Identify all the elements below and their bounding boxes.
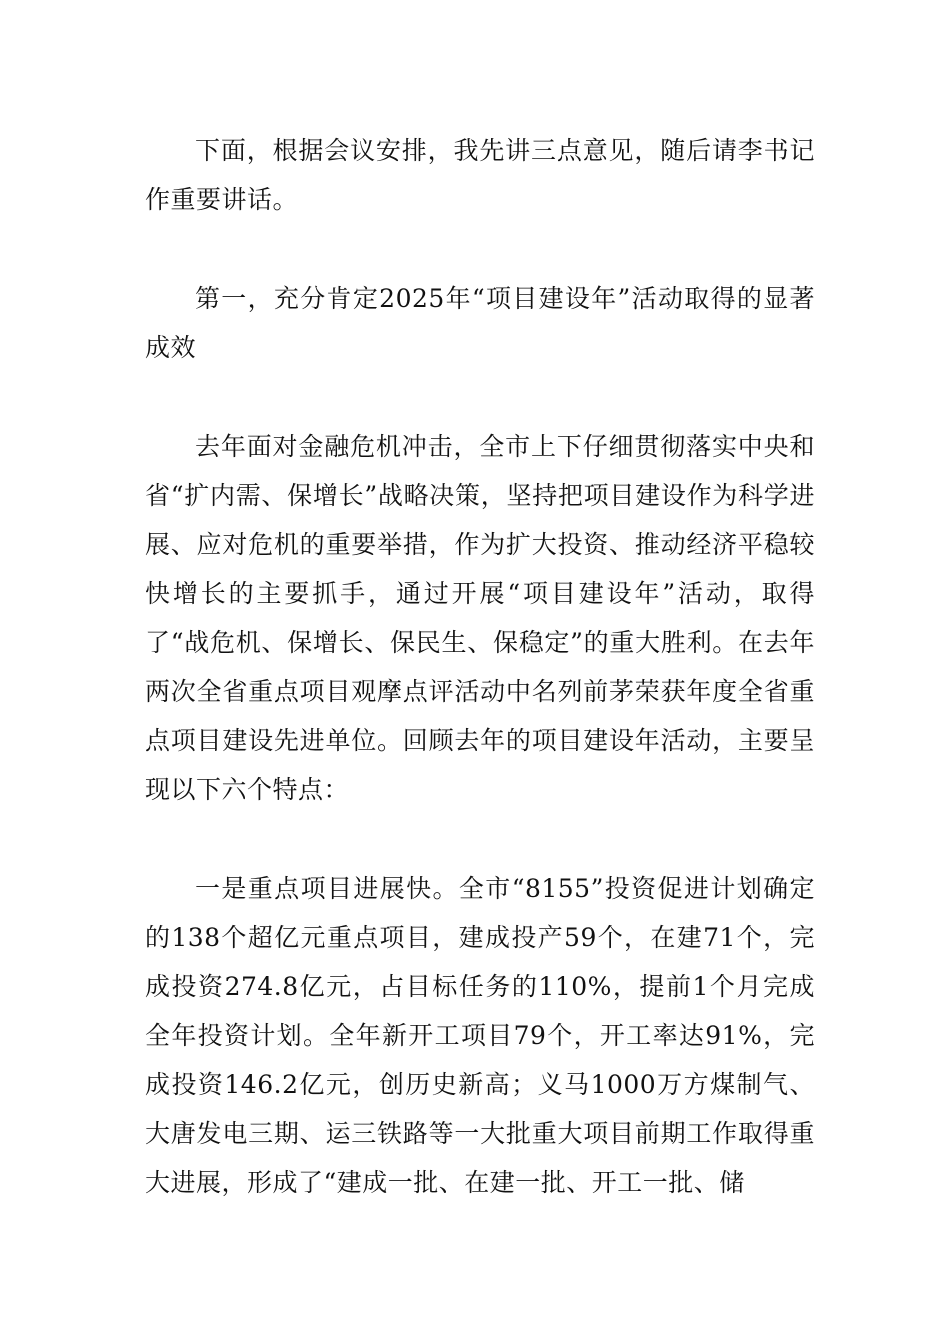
section-heading-first: 第一，充分肯定2025年“项目建设年”活动取得的显著成效 [145,284,815,362]
paragraph-intro: 下面，根据会议安排，我先讲三点意见，随后请李书记作重要讲话。 [145,136,815,214]
document-body [145,126,815,1257]
paragraph-review: 去年面对金融危机冲击，全市上下仔细贯彻落实中央和省“扩内需、保增长”战略决策，坚持把项目建设作为科学进展、应对危机的重要举措，作为扩大投资、推动经济平稳较快增长的主要抓手，通过开展“项目建设年”活动，取得了“战危机、保增长、保民生、保稳定”的重大胜利。在去年两次全省重点项目观摩点评活动中名列前茅荣获年度全省重点项目建设先进单位。回顾去年的项目建设年活动，主要呈现以下六个特点： [145,432,815,804]
paragraph-point-one: 一是重点项目进展快。全市“8155”投资促进计划确定的138个超亿元重点项目，建成投产59个，在建71个，完成投资274.8亿元，占目标任务的110%，提前1个月完成全年投资计划。全年新开工项目79个，开工率达91%，完成投资146.2亿元，创历史新高；义马1000万方煤制气、大唐发电三期、运三铁路等一大批重大项目前期工作取得重大进展，形成了“建成一批、在建一批、开工一批、储 [145,874,815,1197]
